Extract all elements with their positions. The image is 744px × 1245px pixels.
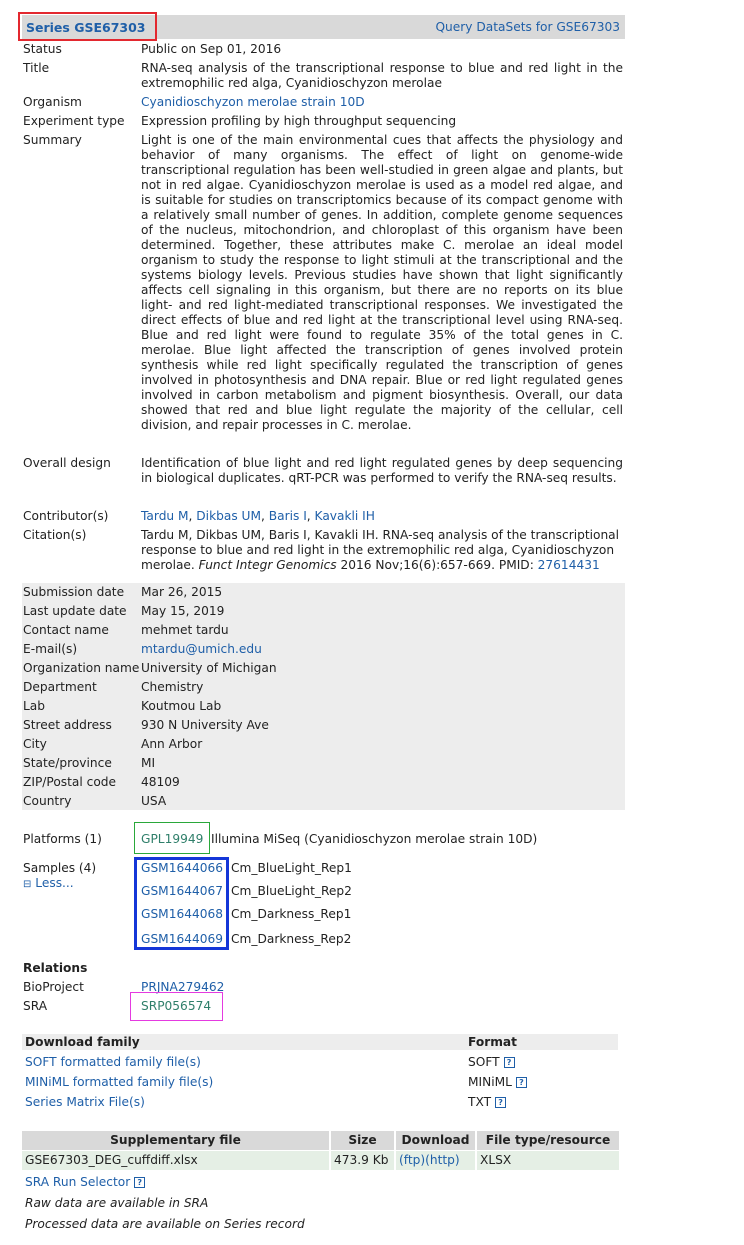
citation-ref: 2016 Nov;16(6):657-669. PMID: (336, 558, 538, 572)
raw-data-note: Raw data are available in SRA (25, 1196, 209, 1210)
download-family-heading: Download family (25, 1035, 140, 1049)
supp-header-type: File type/resource (477, 1131, 619, 1150)
sample-link[interactable]: GSM1644066 (141, 861, 223, 875)
contact-value: 48109 (141, 775, 180, 789)
collapse-icon: ⊟ (23, 879, 32, 890)
contact-label: State/province (23, 756, 112, 770)
relations-heading: Relations (23, 961, 88, 975)
samples-label: Samples (4) (23, 861, 97, 875)
citation-text: Tardu M, Dikbas UM, Baris I, Kavakli IH. RNA-seq analysis of the transcriptional response to blue and red light in the extremophilic red alga, Cyanidioschyzon merolae. (141, 528, 620, 572)
sample-link[interactable]: GSM1644067 (141, 884, 223, 898)
platform-desc: Illumina MiSeq (Cyanidioschyzon merolae strain 10D) (211, 832, 538, 846)
title-value: RNA-seq analysis of the transcriptional response to blue and red light in the extremophilic red alga, Cyanidioschyzon merolae (141, 61, 623, 90)
bioproject-label: BioProject (23, 980, 84, 994)
contact-label: Last update date (23, 604, 127, 618)
contact-value: University of Michigan (141, 661, 277, 675)
query-datasets-link[interactable]: Query DataSets for GSE67303 (435, 20, 620, 34)
contributors-list: Tardu M, Dikbas UM, Baris I, Kavakli IH (141, 509, 375, 523)
txt-format (468, 1095, 506, 1109)
sample-link[interactable]: GSM1644069 (141, 932, 223, 946)
contact-value: Mar 26, 2015 (141, 585, 223, 599)
bioproject-link[interactable]: PRJNA279462 (141, 980, 225, 994)
contact-value: USA (141, 794, 167, 808)
sample-name: Cm_BlueLight_Rep1 (231, 861, 352, 875)
platform-highlight (134, 822, 210, 854)
sample-name: Cm_Darkness_Rep2 (231, 932, 352, 946)
supp-header-file: Supplementary file (22, 1131, 329, 1150)
samples-less-toggle[interactable] (23, 876, 74, 890)
email-link[interactable]: mtardu@umich.edu (141, 642, 262, 656)
experiment-type-value: Expression profiling by high throughput sequencing (141, 114, 457, 128)
help-icon[interactable]: ? (134, 1177, 145, 1188)
format-label: SOFT (468, 1055, 500, 1069)
supp-size-cell (331, 1151, 394, 1170)
citation-journal: Funct Integr Genomics (198, 558, 337, 572)
pmid-link[interactable]: 27614431 (537, 558, 600, 572)
status-value: Public on Sep 01, 2016 (141, 42, 282, 56)
summary-label: Summary (23, 133, 82, 147)
help-icon[interactable]: ? (495, 1097, 506, 1108)
supp-download-cell (396, 1151, 475, 1170)
help-icon[interactable]: ? (504, 1057, 515, 1068)
sample-name: Cm_BlueLight_Rep2 (231, 884, 352, 898)
contact-value: mehmet tardu (141, 623, 229, 637)
overall-design-label: Overall design (23, 456, 111, 470)
contact-value: Ann Arbor (141, 737, 203, 751)
sra-run-selector (25, 1175, 145, 1189)
supp-size: 473.9 Kb (334, 1153, 389, 1167)
supp-type-cell (477, 1151, 619, 1170)
supp-header-size: Size (331, 1131, 394, 1150)
overall-design-value: Identification of blue light and red light regulated genes by deep sequencing in biological duplicates. qRT-PCR was performed to verify the RNA-seq results. (141, 456, 623, 485)
contact-label: Country (23, 794, 72, 808)
soft-download-link[interactable]: SOFT formatted family file(s) (25, 1055, 201, 1069)
contact-value: 930 N University Ave (141, 718, 269, 732)
contact-label: E-mail(s) (23, 642, 78, 656)
series-title[interactable]: Series GSE67303 (26, 20, 146, 35)
supp-file-cell (22, 1151, 329, 1170)
contributor-link[interactable]: Kavakli IH (314, 509, 375, 523)
supp-header-download: Download (396, 1131, 475, 1150)
sra-highlight (130, 992, 223, 1021)
sra-link[interactable]: SRP056574 (141, 999, 212, 1013)
contact-label: City (23, 737, 47, 751)
platforms-label: Platforms (1) (23, 832, 102, 846)
http-link[interactable]: (http) (425, 1153, 460, 1167)
sample-link[interactable]: GSM1644068 (141, 907, 223, 921)
miniml-format (468, 1075, 527, 1089)
status-label: Status (23, 42, 62, 56)
supp-type: XLSX (480, 1153, 512, 1167)
title-label: Title (23, 61, 50, 75)
contact-label: Street address (23, 718, 112, 732)
supp-file-name: GSE67303_DEG_cuffdiff.xlsx (25, 1153, 198, 1167)
contributor-link[interactable]: Baris I (268, 509, 307, 523)
platform-link[interactable]: GPL19949 (141, 832, 204, 846)
sample-name: Cm_Darkness_Rep1 (231, 907, 352, 921)
contact-value: May 15, 2019 (141, 604, 225, 618)
citation-label: Citation(s) (23, 528, 87, 542)
citation-value (141, 528, 623, 573)
summary-value: Light is one of the main environmental cues that affects the physiology and behavior of many organisms. The effect of light on genome-wide transcriptional regulation has been well-studied in green algae and plants, but not in red algae. Cyanidioschyzon merolae is used as a model red algae, and is suitable for studies on transcriptomics because of its compact genome with a relatively small number of genes. In addition, complete genome sequences of the nucleus, mitochondrion, and chloroplast of this organism have been determined. Together, these attributes make C. merolae an ideal model organism to study the response to light stimuli at the transcriptional and the systems biology levels. Previous studies have shown that light significantly affects cell signaling in this organism, but there are no reports on its blue light- and red light-mediated transcriptional responses. We investigated the direct effects of blue and red light at the transcriptional level using RNA-seq. Blue and red light were found to regulate 35% of the total genes in C. merolae. Blue light affected the transcription of genes involved protein synthesis while red light specifically regulated the transcription of genes involved in photosynthesis and DNA repair. Blue or red light regulated genes involved in carbon metabolism and pigment biosynthesis. Overall, our data showed that red and blue light regulate the majority of the cellular, cell division, and repair processes in C. merolae. (141, 133, 623, 432)
contact-value: Koutmou Lab (141, 699, 222, 713)
contact-value: MI (141, 756, 156, 770)
contact-label: ZIP/Postal code (23, 775, 117, 789)
sra-run-selector-link[interactable]: SRA Run Selector (25, 1175, 131, 1189)
contact-label: Submission date (23, 585, 125, 599)
processed-data-note: Processed data are available on Series record (25, 1217, 305, 1231)
samples-less-link[interactable]: Less... (35, 876, 74, 890)
format-heading: Format (468, 1035, 517, 1049)
series-title-highlight (18, 12, 157, 41)
format-label: TXT (468, 1095, 492, 1109)
contact-label: Organization name (23, 661, 140, 675)
contributors-label: Contributor(s) (23, 509, 109, 523)
soft-format (468, 1055, 515, 1069)
contributor-link[interactable]: Tardu M (141, 509, 189, 523)
organism-label: Organism (23, 95, 82, 109)
help-icon[interactable]: ? (516, 1077, 527, 1088)
contact-value: Chemistry (141, 680, 204, 694)
sra-label: SRA (23, 999, 48, 1013)
contact-label: Lab (23, 699, 45, 713)
ftp-link[interactable]: (ftp) (399, 1153, 426, 1167)
contact-label: Contact name (23, 623, 109, 637)
series-matrix-link[interactable]: Series Matrix File(s) (25, 1095, 145, 1109)
miniml-download-link[interactable]: MINiML formatted family file(s) (25, 1075, 214, 1089)
contributor-link[interactable]: Dikbas UM (196, 509, 261, 523)
format-label: MINiML (468, 1075, 512, 1089)
organism-link[interactable]: Cyanidioschyzon merolae strain 10D (141, 95, 365, 109)
contact-label: Department (23, 680, 97, 694)
experiment-type-label: Experiment type (23, 114, 125, 128)
